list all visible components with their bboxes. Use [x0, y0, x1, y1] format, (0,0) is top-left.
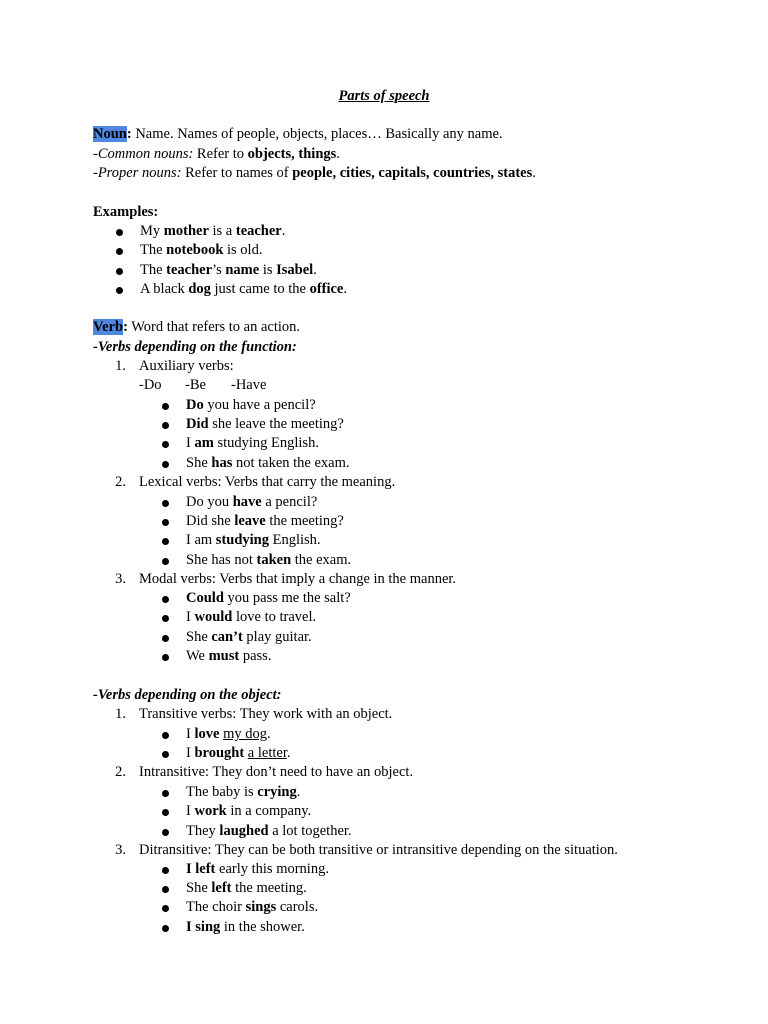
bold-word: Do	[186, 397, 204, 413]
list-item	[186, 918, 305, 936]
text-run: carols.	[276, 899, 319, 915]
bold-word: love	[194, 726, 220, 742]
text-run: is	[259, 262, 277, 278]
verb-definition	[93, 318, 300, 336]
list-item	[186, 725, 271, 743]
bullet-icon	[162, 456, 172, 466]
common-nouns-bold: objects, things	[247, 146, 337, 162]
text-run: pass.	[239, 648, 272, 664]
text-run: .	[266, 726, 271, 742]
bullet-icon	[162, 824, 172, 834]
proper-nouns-bold: people, cities, capitals, countries, states	[292, 165, 533, 181]
bullet-icon	[162, 900, 172, 910]
text-run: I am	[186, 532, 216, 548]
text-run: They	[186, 823, 220, 839]
list-item-label: Lexical verbs: Verbs that carry the meaning.	[139, 474, 396, 490]
text-run: in a company.	[226, 803, 312, 819]
list-item-label: Transitive verbs: They work with an object.	[139, 706, 393, 722]
text-run: I	[186, 803, 195, 819]
text-run: .	[343, 281, 347, 297]
list-item	[186, 822, 352, 840]
bullet-icon	[162, 881, 172, 891]
object-heading: -Verbs depending on the object:	[93, 687, 282, 703]
examples-heading: Examples:	[93, 204, 159, 220]
list-item	[140, 241, 262, 259]
list-number: 1.	[115, 706, 126, 722]
bullet-icon	[162, 495, 172, 505]
common-nouns-line	[93, 145, 340, 163]
list-item	[186, 493, 317, 511]
text-run: is old.	[223, 242, 263, 258]
text-run: My	[140, 223, 164, 239]
bold-word: left	[211, 880, 232, 896]
text-run: Do you	[186, 494, 233, 510]
text-run: the meeting.	[231, 880, 307, 896]
text-run: The	[140, 242, 167, 258]
bullet-icon	[162, 417, 172, 427]
bold-word: I left	[186, 861, 216, 877]
list-item	[140, 261, 317, 279]
bold-word: would	[194, 609, 233, 625]
text-run: you have a pencil?	[203, 397, 316, 413]
bold-word: must	[208, 648, 240, 664]
bold-word: sings	[245, 899, 277, 915]
proper-nouns-line	[93, 164, 536, 182]
bold-word: Could	[186, 590, 224, 606]
bullet-icon	[162, 514, 172, 524]
common-nouns-text: Refer to	[193, 146, 248, 162]
text-run: the exam.	[291, 552, 352, 568]
bullet-icon	[162, 727, 172, 737]
text-run: She	[186, 455, 212, 471]
bullet-icon	[162, 649, 172, 659]
text-run: She	[186, 880, 212, 896]
bold-word: teacher	[166, 262, 213, 278]
text-run: She	[186, 629, 212, 645]
list-item	[186, 454, 350, 472]
text-run: I	[186, 745, 195, 761]
text-run: love to travel.	[232, 609, 317, 625]
list-item	[186, 898, 318, 916]
text-run: I	[186, 609, 195, 625]
list-number: 2.	[115, 474, 126, 490]
list-item	[186, 628, 312, 646]
bullet-icon	[162, 785, 172, 795]
list-number: 3.	[115, 842, 126, 858]
list-item-label: Modal verbs: Verbs that imply a change in the manner.	[139, 571, 457, 587]
bullet-icon	[162, 610, 172, 620]
noun-colon: :	[126, 126, 132, 142]
text-run: in the shower.	[220, 919, 305, 935]
list-item	[186, 879, 307, 897]
bold-word: leave	[234, 513, 266, 529]
bold-word: dog	[188, 281, 211, 297]
bullet-icon	[162, 533, 172, 543]
bold-word: notebook	[166, 242, 224, 258]
bold-word: work	[194, 803, 227, 819]
bullet-icon	[162, 804, 172, 814]
underlined-object: a letter	[247, 745, 287, 761]
bullet-icon	[116, 282, 126, 292]
bold-word: mother	[163, 223, 209, 239]
bold-word: office	[309, 281, 344, 297]
text-run: A black	[140, 281, 189, 297]
text-run: We	[186, 648, 209, 664]
bold-word: laughed	[219, 823, 269, 839]
text-run: ’s	[212, 262, 226, 278]
list-item	[186, 415, 344, 433]
bold-word: can’t	[211, 629, 243, 645]
bold-word: Isabel	[276, 262, 314, 278]
text-run: The choir	[186, 899, 246, 915]
bullet-icon	[116, 243, 126, 253]
page-title: Parts of speech	[338, 88, 430, 104]
auxiliary-verb: -Be	[185, 377, 206, 393]
text-run: a lot together.	[268, 823, 352, 839]
text-run: The	[140, 262, 167, 278]
verb-colon: :	[123, 319, 128, 335]
bullet-icon	[116, 263, 126, 273]
list-number: 2.	[115, 764, 126, 780]
bullet-icon	[162, 630, 172, 640]
common-nouns-end: .	[336, 146, 340, 162]
list-item	[186, 396, 316, 414]
bold-word: am	[194, 435, 214, 451]
bullet-icon	[162, 436, 172, 446]
verb-label-highlight: Verb	[93, 319, 124, 335]
bold-word: taken	[256, 552, 292, 568]
list-item	[186, 512, 344, 530]
list-item	[186, 802, 311, 820]
bullet-icon	[162, 862, 172, 872]
list-item-label: Intransitive: They don’t need to have an object.	[139, 764, 414, 780]
bullet-icon	[162, 553, 172, 563]
bold-word: Did	[186, 416, 209, 432]
proper-nouns-end: .	[532, 165, 536, 181]
text-run: you pass me the salt?	[223, 590, 351, 606]
bullet-icon	[162, 591, 172, 601]
bullet-icon	[162, 398, 172, 408]
bold-word: name	[225, 262, 260, 278]
list-item	[186, 551, 351, 569]
bold-word: has	[211, 455, 233, 471]
auxiliary-verb: -Have	[231, 377, 267, 393]
bold-word: brought	[194, 745, 245, 761]
noun-definition-text: Name. Names of people, objects, places… Basically any name.	[131, 126, 503, 142]
text-run: English.	[269, 532, 321, 548]
bold-word: have	[232, 494, 262, 510]
text-run: a pencil?	[261, 494, 318, 510]
list-item	[140, 222, 285, 240]
noun-label-highlight: Noun	[93, 126, 127, 142]
text-run: the meeting?	[265, 513, 344, 529]
text-run: The baby is	[186, 784, 258, 800]
list-item	[140, 280, 347, 298]
text-run: .	[313, 262, 317, 278]
list-item	[186, 608, 316, 626]
list-item	[186, 531, 321, 549]
text-run: just came to the	[210, 281, 310, 297]
list-item	[186, 589, 351, 607]
bullet-icon	[162, 746, 172, 756]
list-number: 3.	[115, 571, 126, 587]
text-run: I	[186, 726, 195, 742]
text-run: Did she	[186, 513, 235, 529]
list-item	[186, 647, 271, 665]
bullet-icon	[116, 224, 126, 234]
auxiliary-verb: -Do	[139, 377, 162, 393]
verb-definition-text: Word that refers to an action.	[127, 319, 301, 335]
bold-word: crying	[257, 784, 297, 800]
text-run: play guitar.	[242, 629, 312, 645]
text-run: she leave the meeting?	[208, 416, 344, 432]
text-run: She has not	[186, 552, 257, 568]
list-item	[186, 434, 319, 452]
text-run: .	[281, 223, 286, 239]
bold-word: teacher	[235, 223, 282, 239]
list-item	[186, 783, 300, 801]
text-run: not taken the exam.	[232, 455, 350, 471]
bullet-icon	[162, 920, 172, 930]
proper-nouns-text: Refer to names of	[181, 165, 293, 181]
proper-nouns-prefix: -Proper nouns:	[93, 165, 182, 181]
text-run: studying English.	[213, 435, 319, 451]
list-number: 1.	[115, 358, 126, 374]
text-run: early this morning.	[215, 861, 329, 877]
list-item-label: Ditransitive: They can be both transitive or intransitive depending on the situation.	[139, 842, 618, 858]
common-nouns-prefix: -Common nouns:	[93, 146, 194, 162]
text-run: I	[186, 435, 195, 451]
function-heading: -Verbs depending on the function:	[93, 339, 297, 355]
list-item-label: Auxiliary verbs:	[139, 358, 234, 374]
list-item	[186, 860, 329, 878]
text-run: is a	[208, 223, 236, 239]
list-item	[186, 744, 290, 762]
noun-definition	[93, 125, 503, 143]
text-run: .	[286, 745, 291, 761]
text-run: .	[296, 784, 301, 800]
bold-word: I sing	[186, 919, 221, 935]
underlined-object: my dog	[223, 726, 267, 742]
bold-word: studying	[215, 532, 269, 548]
